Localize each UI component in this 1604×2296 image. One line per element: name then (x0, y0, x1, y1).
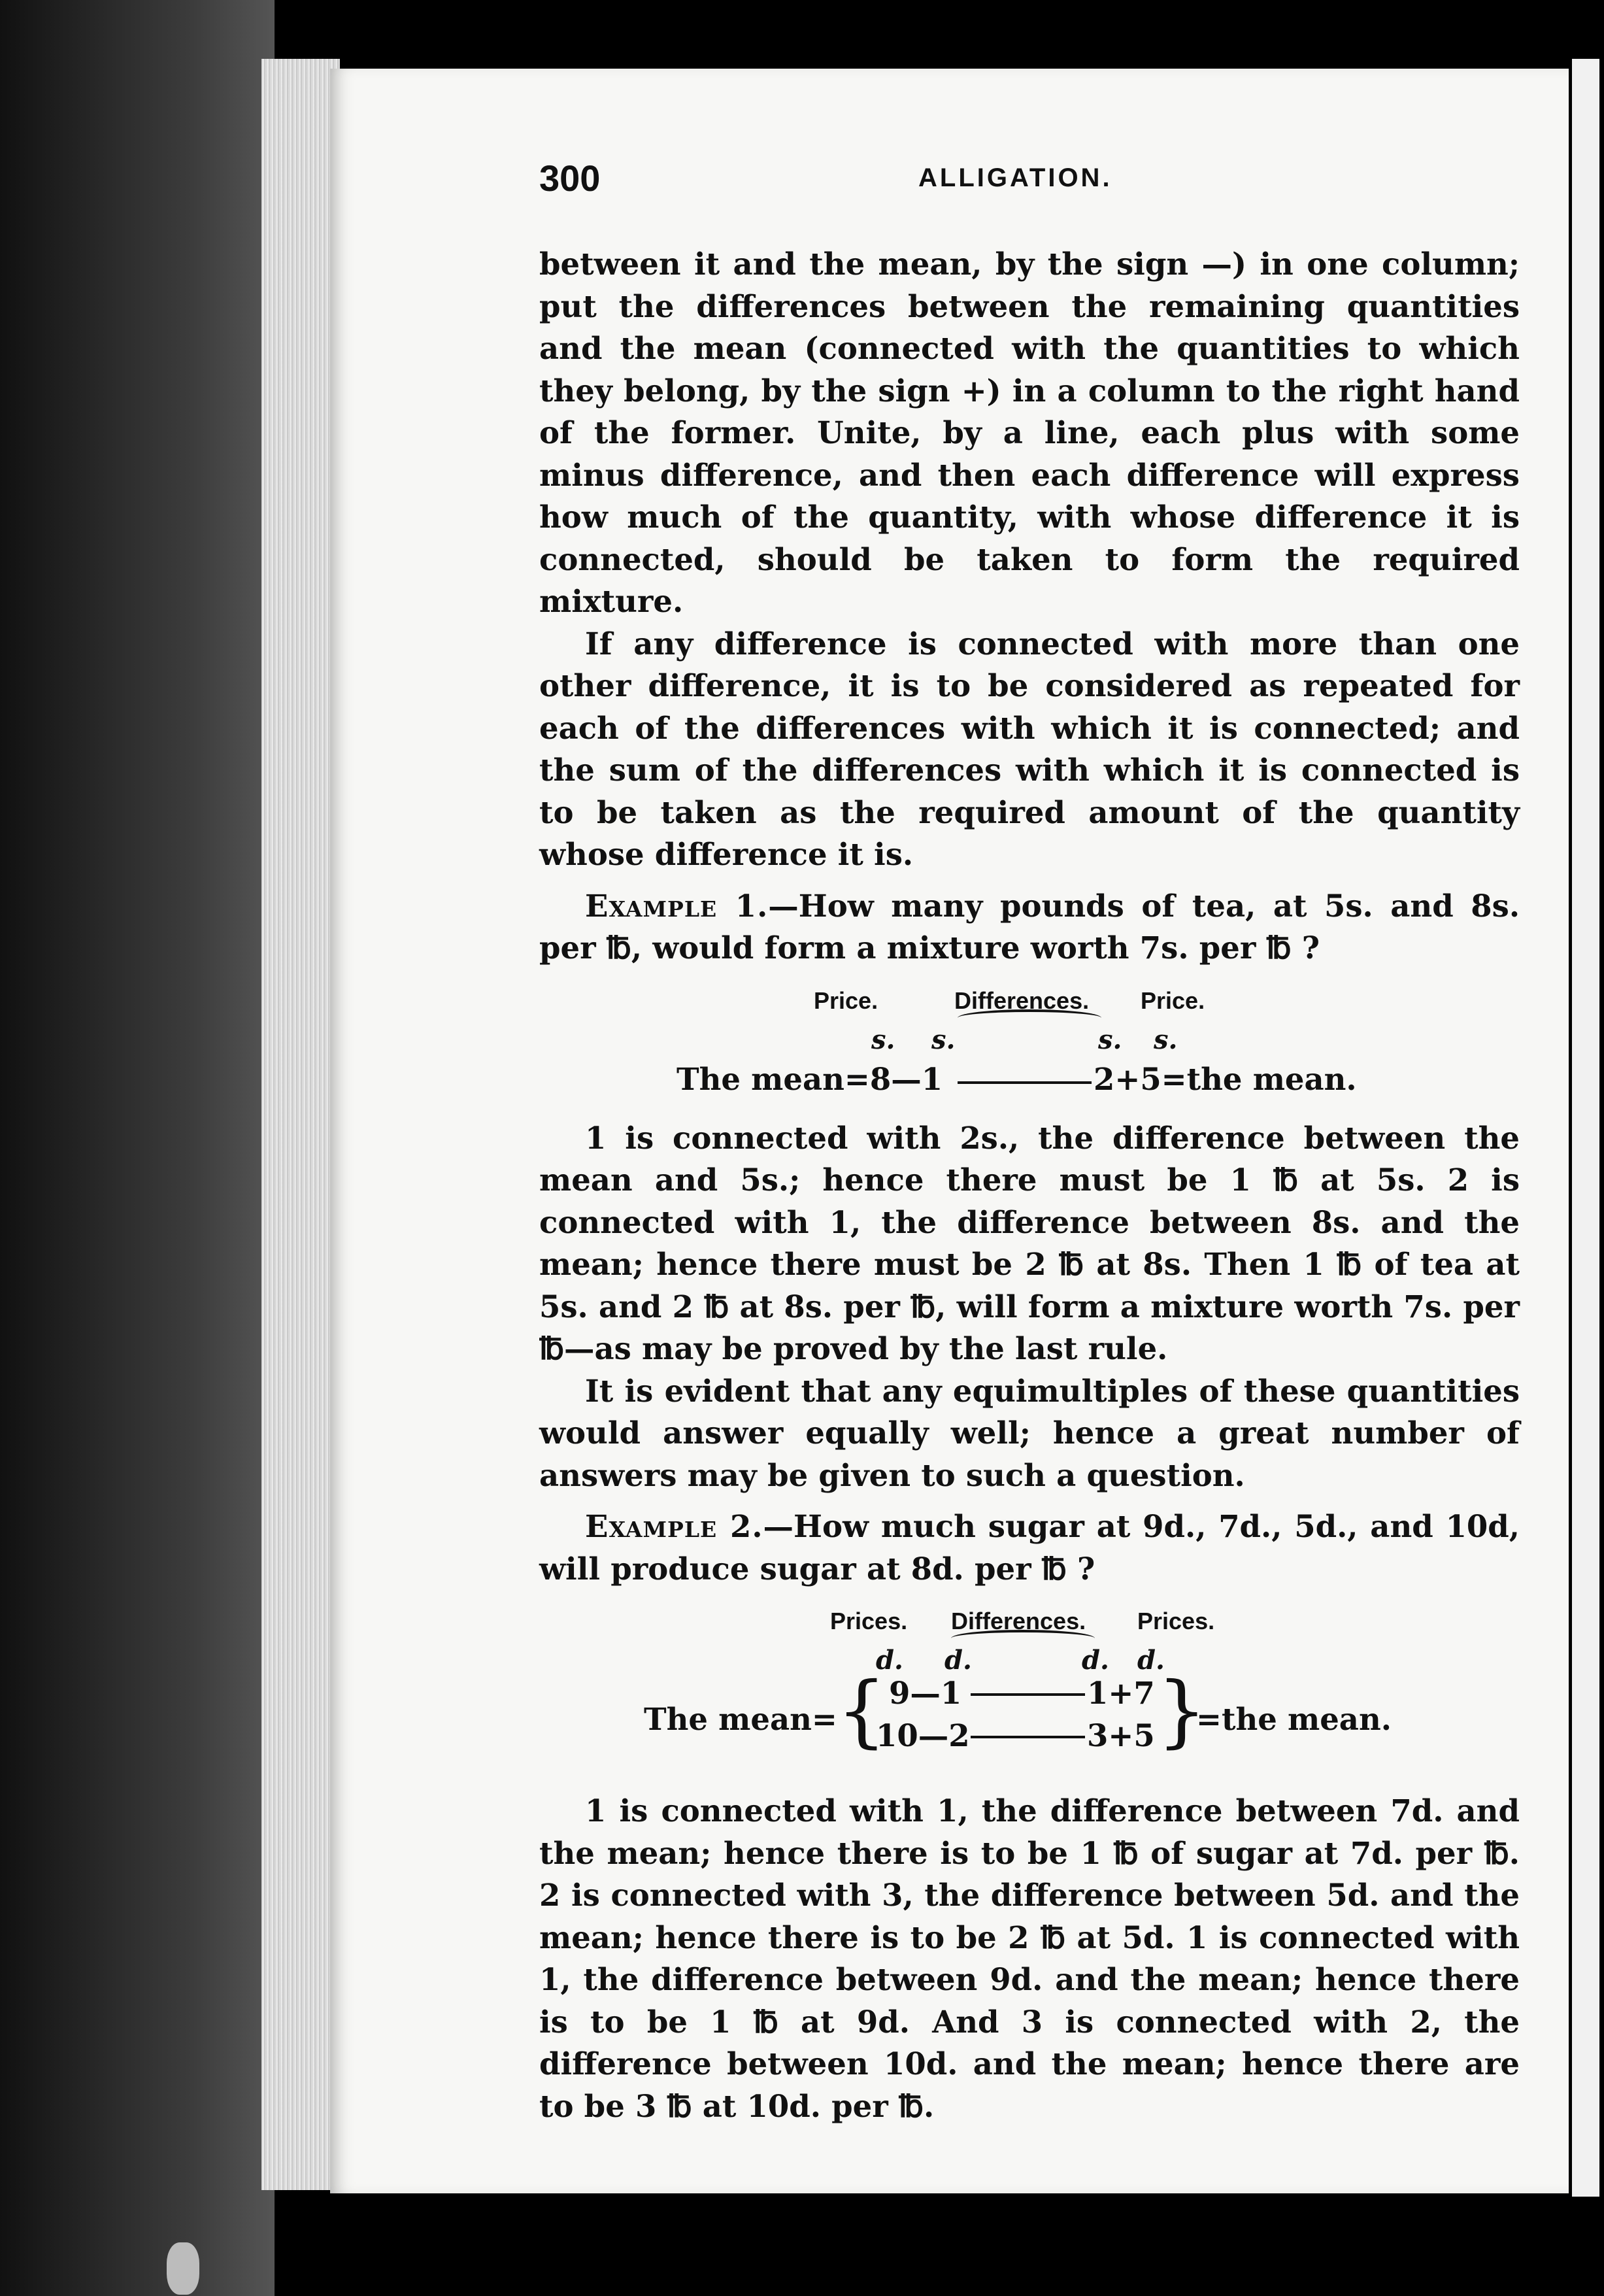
page-edges (261, 59, 340, 2190)
connecting-line (971, 1736, 1085, 1738)
running-title: ALLIGATION. (918, 163, 1112, 192)
col-label-price-left: Price. (814, 987, 878, 1014)
example-1-diagram (539, 973, 1520, 1111)
row-2-left: 10—2 (876, 1717, 970, 1753)
right-brace: } (1157, 1666, 1207, 1757)
row-2-right: 3+5 (1087, 1717, 1155, 1753)
example-2-explanation: 1 is connected with 1, the difference between 7d. and the mean; hence there is to be 1 ℔ of sugar at 7d. per ℔. 2 is connected with 3, the difference between 5d. and the mean; hence there is to be 2 ℔ at 5d. 1 is connected with 1, the difference between 9d. and the mean; hence there is to be 1 ℔ at 9d. And 3 is connected with 2, the difference between 10d. and the mean; hence there are to be 3 ℔ at 10d. per ℔. (539, 1793, 1520, 2124)
example-2-diagram (539, 1594, 1520, 1783)
example-2-prefix: The mean= (644, 1701, 837, 1737)
row-1-left: 9—1 (889, 1675, 962, 1711)
unit-label: d. (1082, 1645, 1109, 1676)
facing-page-edge (1572, 59, 1599, 2197)
unit-label: s. (931, 1024, 956, 1055)
unit-label: d. (1137, 1645, 1165, 1676)
unit-label: s. (1098, 1024, 1122, 1055)
example-1-label: Example 1. (585, 887, 769, 924)
unit-label: d. (944, 1645, 972, 1676)
connecting-line (971, 1693, 1085, 1696)
example-1-note: It is evident that any equimultiples of these quantities would answer equally well; hence a great number of answers may be given to such a question. (539, 1372, 1520, 1493)
example-1-question-text: —How many pounds of tea, at 5s. and 8s. per ℔, would form a mixture worth 7s. per ℔ ? (539, 887, 1520, 966)
page-header (539, 157, 1520, 203)
col-label-prices-right: Prices. (1137, 1608, 1215, 1634)
row-1-right: 1+7 (1087, 1675, 1155, 1711)
differences-brace (951, 1630, 1095, 1647)
page-smudge (167, 2242, 199, 2295)
page-body (539, 243, 1520, 2127)
example-2-question (539, 1506, 1520, 1590)
book-spine-shadow (0, 0, 275, 2296)
paragraph-rule-continuation: between it and the mean, by the sign —) in one column; put the differences between the remaining quantities and the mean (connected with the quantities to which they belong, by the sign +) in a column to the right hand of the former. Unite, by a line, each plus with some minus difference, and then each difference will express how much of the quantity, with whose difference it is connected, should be taken to form the required mixture. (539, 246, 1520, 619)
example-2-question-text: —How much sugar at 9d., 7d., 5d., and 10d, will produce sugar at 8d. per ℔ ? (539, 1508, 1520, 1587)
example-2-label: Example 2. (585, 1508, 763, 1544)
page-number: 300 (539, 158, 601, 199)
example-1-left-equation: The mean=8—1 (677, 1060, 943, 1097)
unit-label: s. (871, 1024, 895, 1055)
col-label-price-right: Price. (1141, 987, 1205, 1014)
unit-label: d. (876, 1645, 903, 1676)
example-1-explanation: 1 is connected with 2s., the difference between the mean and 5s.; hence there must be 1 ℔ at 5s. 2 is connected with 1, the difference between 8s. and the mean; hence there must be 2 ℔ at 8s. Then 1 ℔ of tea at 5s. and 2 ℔ at 8s. per ℔, will form a mixture worth 7s. per ℔—as may be proved by the last rule. (539, 1119, 1520, 1366)
example-1-question (539, 885, 1520, 970)
left-brace: { (837, 1666, 887, 1757)
connecting-line (958, 1081, 1092, 1084)
col-label-differences: Differences. (954, 987, 1090, 1014)
differences-brace (958, 1009, 1101, 1026)
example-1-right-equation: 2+5=the mean. (1094, 1060, 1357, 1097)
unit-label: s. (1154, 1024, 1178, 1055)
col-label-differences: Differences. (951, 1608, 1086, 1634)
col-label-prices-left: Prices. (830, 1608, 908, 1634)
example-2-suffix: =the mean. (1196, 1701, 1392, 1737)
paragraph-repeated-difference: If any difference is connected with more than one other difference, it is to be considered as repeated for each of the differences with which it is connected; and the sum of the differences with which it is connected is to be taken as the required amount of the quantity whose difference it is. (539, 625, 1520, 872)
